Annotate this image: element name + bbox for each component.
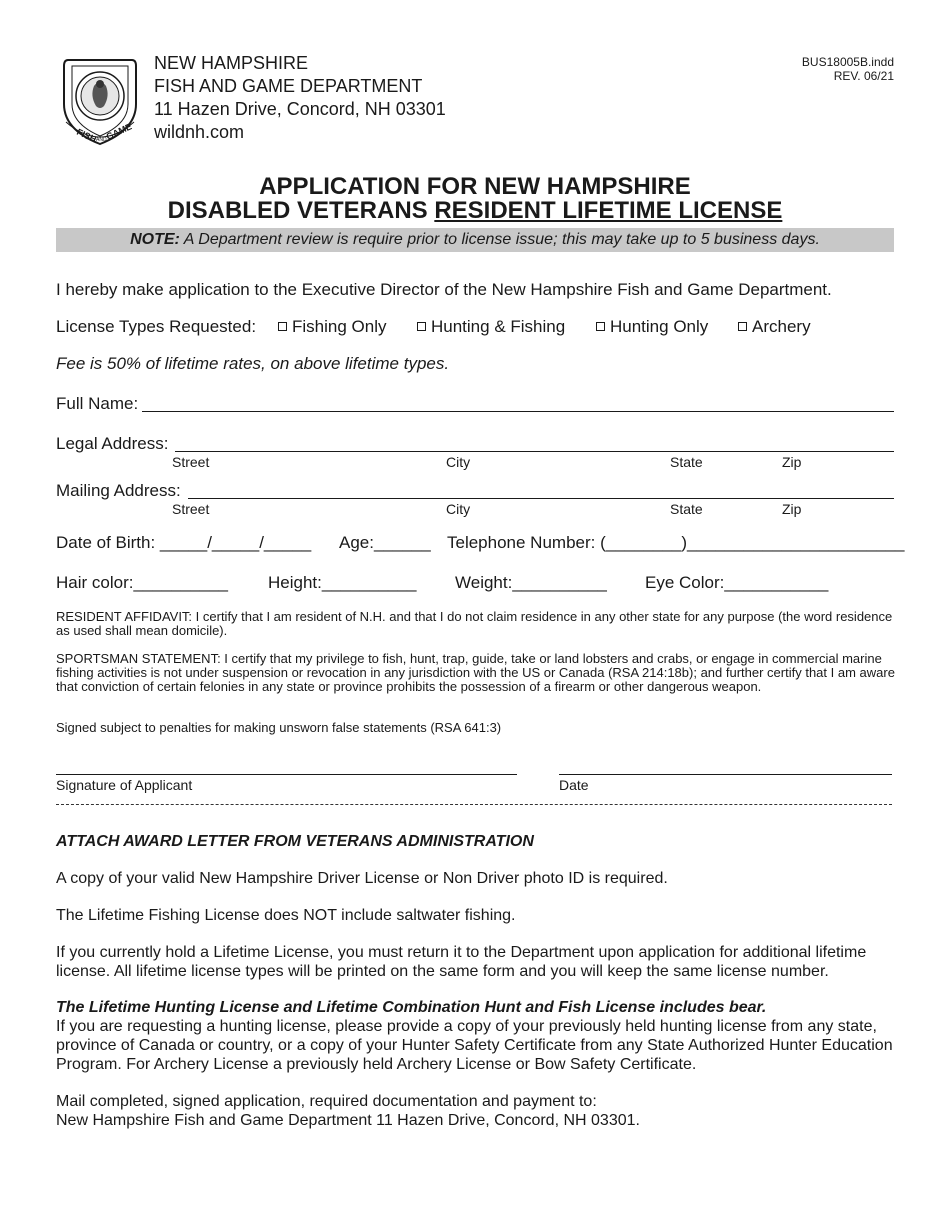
- signature-label: Signature of Applicant: [56, 777, 193, 793]
- cut-divider: [56, 804, 892, 805]
- mailing-zip-caption: Zip: [782, 501, 802, 517]
- hunting-docs-text: If you are requesting a hunting license, please provide a copy of your previously held hunting license from any state, province of Canada or country, or a copy of your Hunter Safety Certificate from any State Authorized Hunter Education Program. For Archery License a previously held Archery License or Bow Safety Certificate.: [56, 1018, 893, 1073]
- title-prefix: DISABLED VETERANS: [167, 197, 435, 224]
- logo-text-game: GAME: [104, 121, 134, 142]
- eye-color-field[interactable]: Eye Color:___________: [645, 573, 829, 592]
- option-label: Fishing Only: [292, 317, 387, 336]
- title-underlined: RESIDENT LIFETIME LICENSE: [434, 197, 783, 224]
- signature-line[interactable]: [56, 774, 517, 775]
- legal-state-caption: State: [670, 454, 703, 470]
- full-name-line[interactable]: [142, 411, 894, 412]
- mailing-state-caption: State: [670, 501, 703, 517]
- checkbox-archery[interactable]: [738, 322, 747, 331]
- saltwater-text: The Lifetime Fishing License does NOT include saltwater fishing.: [56, 907, 516, 924]
- dob-field[interactable]: Date of Birth: _____/_____/_____: [56, 533, 312, 552]
- revision: REV. 06/21: [833, 69, 894, 83]
- id-required-text: A copy of your valid New Hampshire Driver License or Non Driver photo ID is required.: [56, 870, 668, 887]
- legal-address-label: Legal Address:: [56, 434, 169, 453]
- checkbox-hunting-fishing[interactable]: [417, 322, 426, 331]
- checkbox-hunting[interactable]: [596, 322, 605, 331]
- fish-and-game-seal-logo: [58, 52, 142, 148]
- dept-address: 11 Hazen Drive, Concord, NH 03301: [154, 99, 446, 119]
- checkbox-fishing[interactable]: [278, 322, 287, 331]
- height-field[interactable]: Height:__________: [268, 573, 417, 592]
- mailing-address-label: Mailing Address:: [56, 481, 181, 500]
- dept-line1: NEW HAMPSHIRE: [154, 53, 309, 73]
- resident-affidavit: RESIDENT AFFIDAVIT: I certify that I am resident of N.H. and that I do not claim residence in any other state for any purpose (the word residence as used shall mean domicile).: [56, 609, 893, 638]
- option-label: Hunting & Fishing: [431, 317, 566, 336]
- license-types-label: License Types Requested:: [56, 317, 257, 336]
- option-label: Archery: [752, 317, 811, 336]
- logo-text-fish: FISH: [75, 126, 98, 145]
- signed-subject-note: Signed subject to penalties for making unsworn false statements (RSA 641:3): [56, 720, 502, 735]
- review-note: [56, 228, 894, 252]
- license-option-fishing[interactable]: [278, 317, 386, 337]
- fee-note: Fee is 50% of lifetime rates, on above lifetime types.: [56, 354, 450, 373]
- bear-heading: The Lifetime Hunting License and Lifetime Combination Hunt and Fish License includes bear.: [56, 999, 767, 1016]
- mail-instructions: Mail completed, signed application, required documentation and payment to:: [56, 1093, 597, 1110]
- option-label: Hunting Only: [610, 317, 709, 336]
- mailing-city-caption: City: [446, 501, 471, 517]
- sportsman-statement: SPORTSMAN STATEMENT: I certify that my privilege to fish, hunt, trap, guide, take or land lobsters and crabs, or engage in commercial marine fishing activities is not under suspension or revocation in any jurisdiction with the US or Canada (RSA 214:18b); and further certify that I am aware that conviction of certain felonies in any state or province prohibits the possession of a firearm or other dangerous weapon.: [56, 651, 895, 694]
- date-label: Date: [559, 777, 589, 793]
- note-label: NOTE:: [130, 231, 180, 248]
- dept-website: wildnh.com: [154, 122, 245, 142]
- intro-text: I hereby make application to the Executive Director of the New Hampshire Fish and Game Department.: [56, 280, 832, 299]
- note-text: A Department review is require prior to license issue; this may take up to 5 business days.: [179, 231, 820, 248]
- age-field[interactable]: Age:______: [339, 533, 431, 552]
- weight-field[interactable]: Weight:__________: [455, 573, 607, 592]
- page-title-line1: APPLICATION FOR NEW HAMPSHIRE: [259, 173, 691, 200]
- legal-city-caption: City: [446, 454, 471, 470]
- license-option-hunting-fishing[interactable]: [417, 317, 565, 337]
- return-license-text: If you currently hold a Lifetime License, you must return it to the Department upon application for additional lifetime license. All lifetime license types will be printed on the same form and you will keep the same license number.: [56, 944, 867, 980]
- logo-text-and: AND: [96, 137, 107, 143]
- mailing-address-line[interactable]: [188, 498, 894, 499]
- license-option-hunting[interactable]: [596, 317, 708, 337]
- mailing-street-caption: Street: [172, 501, 210, 517]
- legal-street-caption: Street: [172, 454, 210, 470]
- license-option-archery[interactable]: [738, 317, 811, 337]
- telephone-field[interactable]: Telephone Number: (________)_______________________: [447, 533, 905, 552]
- hair-color-field[interactable]: Hair color:__________: [56, 573, 229, 592]
- mail-address: New Hampshire Fish and Game Department 11 Hazen Drive, Concord, NH 03301.: [56, 1112, 640, 1129]
- full-name-label: Full Name:: [56, 394, 139, 413]
- legal-zip-caption: Zip: [782, 454, 802, 470]
- file-id: BUS18005B.indd: [801, 55, 894, 69]
- dept-line2: FISH AND GAME DEPARTMENT: [154, 76, 423, 96]
- date-line[interactable]: [559, 774, 892, 775]
- legal-address-line[interactable]: [175, 451, 894, 452]
- page-title-line2: [0, 199, 950, 223]
- attach-heading: ATTACH AWARD LETTER FROM VETERANS ADMINISTRATION: [56, 833, 534, 850]
